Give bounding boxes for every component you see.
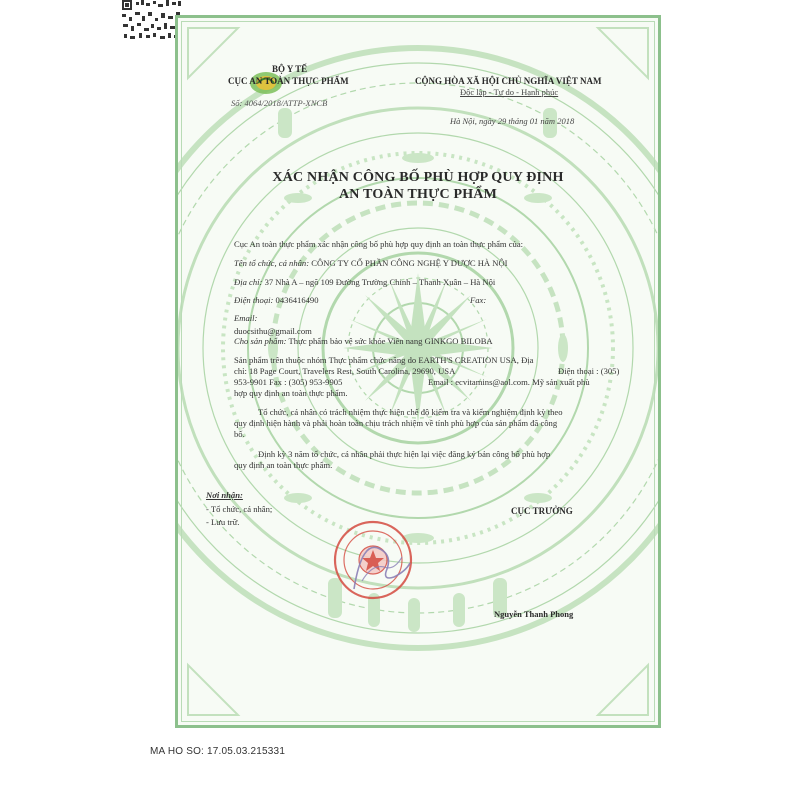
product-label: Cho sản phẩm:: [234, 336, 287, 346]
product-value: Thực phẩm bảo vệ sức khỏe Viên nang GINKGO BILOBA: [288, 336, 493, 346]
department-name: CỤC AN TOÀN THỰC PHẨM: [228, 76, 349, 86]
recipient-item: - Lưu trữ.: [206, 517, 240, 527]
recipient-item: - Tổ chức, cá nhân;: [206, 504, 273, 514]
email-value: duocsithu@gmail.com: [234, 326, 312, 336]
paragraph-1-line-2a: chỉ: 18 Page Court, Travelers Rest, South Carolina, 29690, USA: [234, 366, 456, 376]
country-name: CỘNG HÒA XÃ HỘI CHỦ NGHĨA VIỆT NAM: [415, 76, 602, 86]
org-value: CÔNG TY CỔ PHẦN CÔNG NGHỆ Y DƯỢC HÀ NỘI: [311, 258, 508, 268]
page-subtitle: AN TOÀN THỰC PHẨM: [338, 187, 498, 202]
document-number: Số: 4064/2018/ATTP-XNCB: [231, 98, 328, 108]
paragraph-3-line-1: Định kỳ 3 năm tổ chức, cá nhân phải thực hiện lại việc đăng ký bản công bố phù hợp: [258, 449, 551, 459]
paragraph-1-line-4: hợp quy định an toàn thực phẩm.: [234, 388, 348, 398]
phone-value: 0436416490: [275, 295, 319, 305]
paragraph-2-line-1: Tổ chức, cá nhân có trách nhiệm thực hiện chế độ kiểm tra và kiểm nghiệm định kỳ theo: [258, 407, 563, 417]
recipients-title: Nơi nhận:: [206, 490, 243, 500]
phone-label: Điện thoại:: [234, 295, 274, 305]
paragraph-1-line-2b: Điện thoại : (305): [558, 366, 620, 376]
ministry-name: BỘ Y TẾ: [272, 64, 308, 74]
national-motto: Độc lập - Tự do - Hạnh phúc: [460, 87, 559, 97]
fax-label: Fax:: [470, 295, 487, 305]
address-line: [234, 278, 495, 288]
paragraph-1-line-3b: Email : ecvitamins@aol.com. Mỹ sản xuất phù: [428, 377, 590, 387]
certificate-document: [175, 15, 661, 728]
phone-line: [234, 296, 319, 306]
email-label: Email:: [234, 313, 258, 323]
paragraph-2-line-3: bố.: [234, 429, 245, 439]
paragraph-1-line-1: Sản phẩm trên thuộc nhóm Thực phẩm chức năng do EARTH'S CREATION USA, Địa: [234, 355, 534, 365]
paragraph-2-line-2: quy định hiện hành và phải hoàn toàn chịu trách nhiệm về tính phù hợp của sản phẩm đã công: [234, 418, 558, 428]
paragraph-1-line-3a: 953-9901 Fax : (305) 953-9905: [234, 377, 343, 387]
product-line: [234, 337, 493, 347]
signatory-name: Nguyễn Thanh Phong: [494, 609, 574, 619]
intro-text: Cục An toàn thực phẩm xác nhận công bố phù hợp quy định an toàn thực phẩm của:: [234, 239, 524, 249]
address-label: Địa chỉ:: [234, 277, 263, 287]
paragraph-3-line-2: quy định an toàn thực phẩm.: [234, 460, 333, 470]
org-line: [234, 259, 508, 269]
address-value: 37 Nhà A – ngõ 109 Đường Trường Chinh – Thanh Xuân – Hà Nội: [264, 277, 496, 287]
issue-date: Hà Nội, ngày 29 tháng 01 năm 2018: [450, 116, 575, 126]
case-file-number: MA HO SO: 17.05.03.215331: [150, 746, 286, 757]
signature-title: CỤC TRƯỞNG: [511, 506, 573, 516]
page-title: XÁC NHẬN CÔNG BỐ PHÙ HỢP QUY ĐỊNH: [272, 170, 564, 185]
org-label: Tên tổ chức, cá nhân:: [234, 258, 310, 268]
official-seal-icon: [332, 519, 414, 601]
